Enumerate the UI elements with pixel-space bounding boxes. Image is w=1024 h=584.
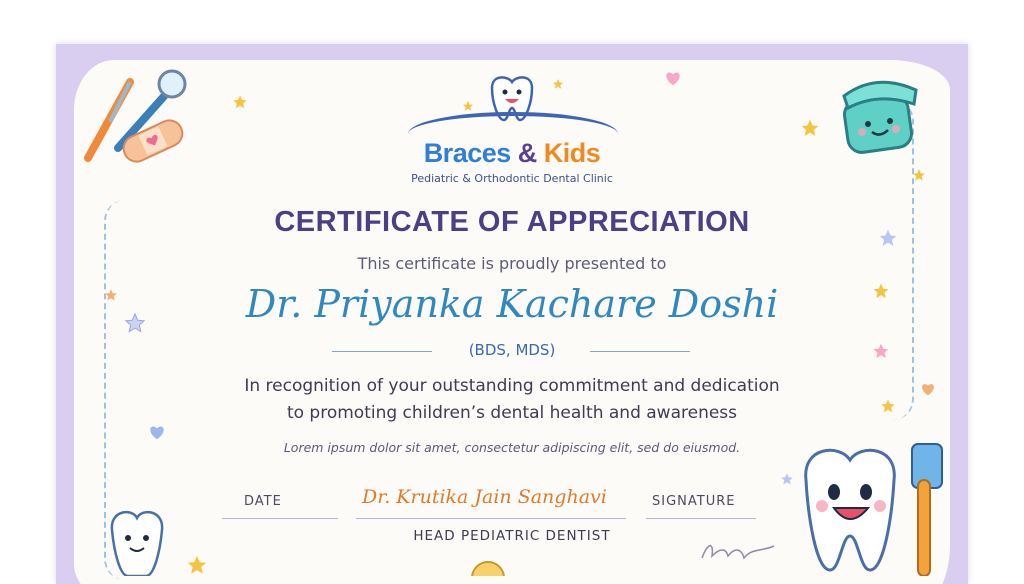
star-icon (186, 554, 208, 576)
recipient-qualifications: (BDS, MDS) (468, 341, 556, 359)
signature-label: SIGNATURE (652, 494, 736, 509)
clinic-logo-name (0, 138, 1024, 169)
star-icon (780, 472, 794, 486)
clinic-subtitle: Pediatric & Orthodontic Dental Clinic (411, 172, 613, 185)
logo-kids: Kids (543, 138, 601, 168)
recipient-name: Dr. Priyanka Kachare Doshi (245, 282, 779, 326)
certificate-title: CERTIFICATE OF APPRECIATION (274, 206, 750, 238)
tooth-mascot-icon (792, 440, 912, 576)
logo-ampersand: & (517, 138, 537, 168)
star-icon (462, 100, 474, 112)
star-icon (552, 78, 564, 90)
signature-scribble (698, 538, 778, 568)
heart-icon (148, 424, 166, 440)
recognition-line-1: In recognition of your outstanding commitment and dedication (244, 376, 780, 396)
date-label: DATE (244, 494, 282, 509)
signatory-role: HEAD PEDIATRIC DENTIST (413, 528, 611, 544)
presented-text: This certificate is proudly presented to (357, 254, 667, 273)
signatory-name: Dr. Krutika Jain Sanghavi (362, 486, 607, 508)
heart-icon (664, 70, 682, 86)
date-line (222, 518, 338, 519)
signatory-line (356, 518, 626, 519)
recognition-line-2: to promoting children’s dental health and awareness (286, 403, 738, 423)
medal-icon (470, 560, 506, 576)
logo-braces: Braces (423, 138, 511, 168)
star-icon (800, 118, 820, 138)
star-icon (232, 94, 248, 110)
signature-line (646, 518, 756, 519)
lorem-text: Lorem ipsum dolor sit amet, consectetur adipiscing elit, sed do eiusmod. (283, 440, 741, 455)
toothbrush-icon (904, 436, 954, 576)
